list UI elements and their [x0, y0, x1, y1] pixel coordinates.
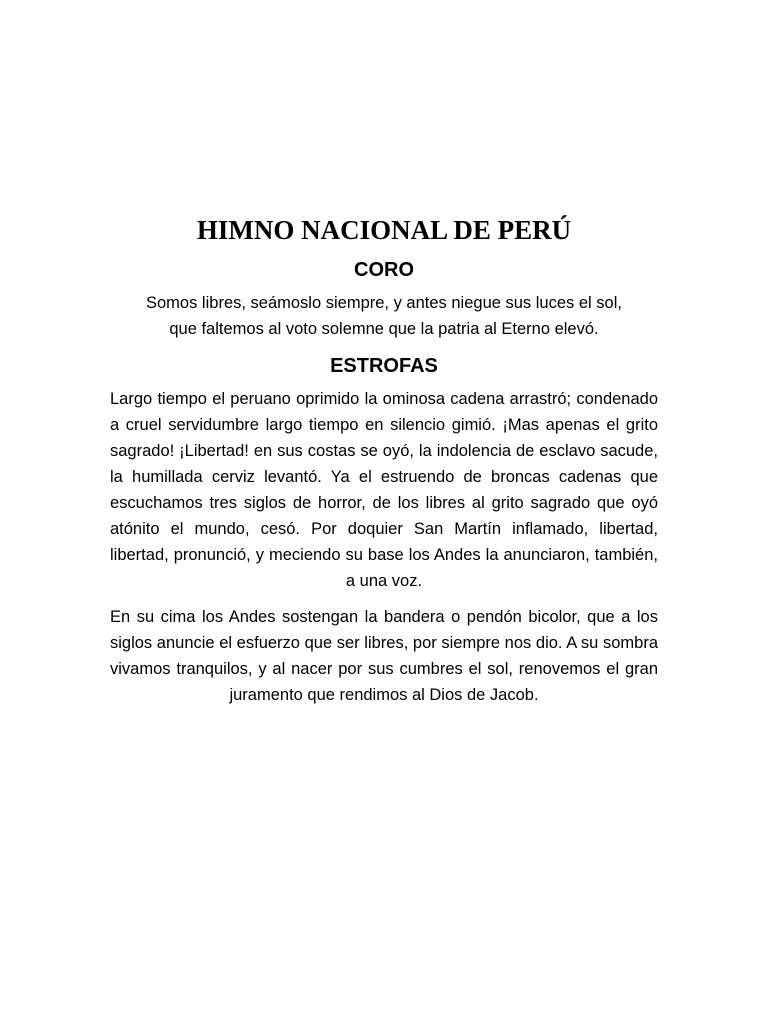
chorus-line: que faltemos al voto solemne que la patria al Eterno elevó.	[169, 320, 599, 338]
verses-heading: ESTROFAS	[330, 355, 438, 377]
page-title: HIMNO NACIONAL DE PERÚ	[196, 215, 572, 245]
document-page	[110, 212, 658, 718]
verse-paragraph-1: Largo tiempo el peruano oprimido la ominosa cadena arrastró; condenado a cruel servidumbre largo tiempo en silencio gimió. ¡Mas apenas el grito sagrado! ¡Libertad! en sus costas se oyó, la indolencia de esclavo sacude, la humillada cerviz levantó. Ya el estruendo de broncas cadenas que escuchamos tres siglos de horror, de los libres al grito sagrado que oyó atónito el mundo, cesó. Por doquier San Martín inflamado, libertad, libertad, pronunció, y meciendo su base los Andes la anunciaron, también, a una voz.	[110, 390, 658, 590]
verse-paragraph-2: En su cima los Andes sostengan la bandera o pendón bicolor, que a los siglos anuncie el esfuerzo que ser libres, por siempre nos dio. A su sombra vivamos tranquilos, y al nacer por sus cumbres el sol, renovemos el gran juramento que rendimos al Dios de Jacob.	[110, 608, 658, 704]
chorus-text	[110, 290, 658, 342]
chorus-heading: CORO	[354, 259, 414, 281]
chorus-line: Somos libres, seámoslo siempre, y antes niegue sus luces el sol,	[146, 294, 622, 312]
